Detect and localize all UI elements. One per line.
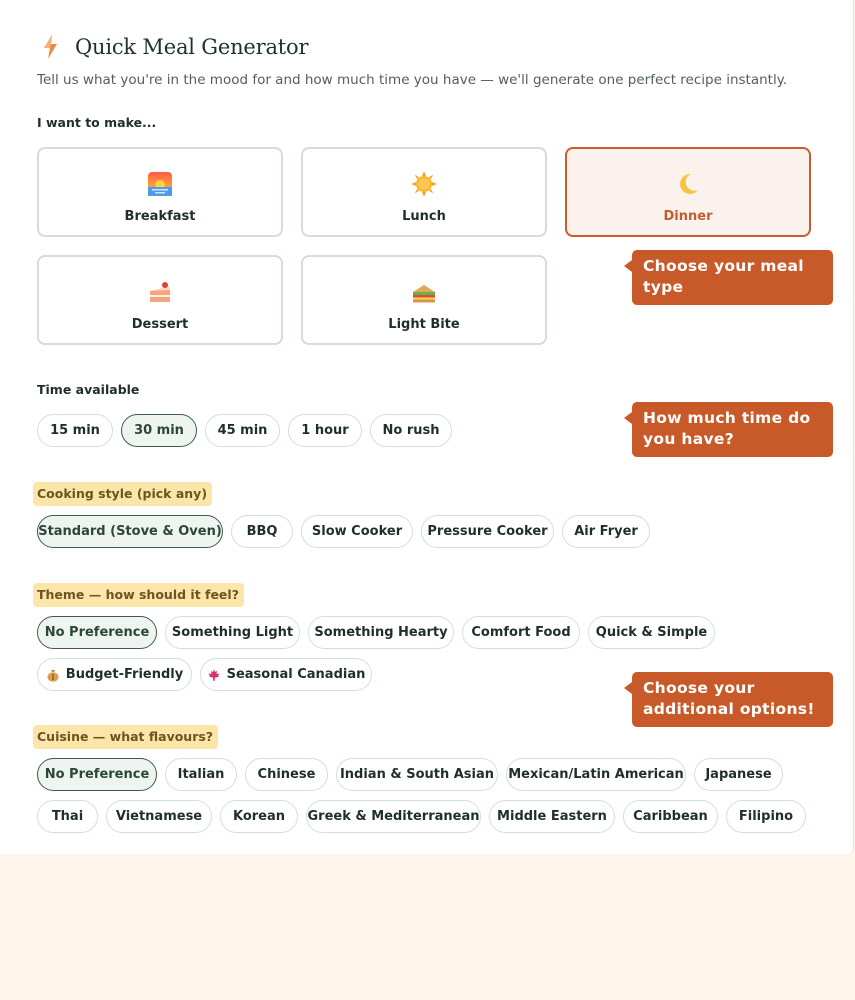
meal-option-label: Dessert bbox=[131, 317, 189, 332]
cuisine-option-chinese[interactable]: Chinese bbox=[245, 758, 328, 791]
style-section-label: Cooking style (pick any) bbox=[33, 482, 212, 506]
theme-option-quick-simple[interactable]: Quick & Simple bbox=[588, 616, 715, 649]
cuisine-option-japanese[interactable]: Japanese bbox=[694, 758, 783, 791]
style-option-pressure-cooker[interactable]: Pressure Cooker bbox=[421, 515, 554, 548]
meal-option-dessert[interactable] bbox=[37, 255, 283, 345]
sun-icon bbox=[411, 171, 437, 197]
style-option-air-fryer[interactable]: Air Fryer bbox=[562, 515, 650, 548]
meal-option-light-bite[interactable] bbox=[301, 255, 547, 345]
lightning-bolt-icon bbox=[40, 34, 62, 60]
crescent-moon-icon bbox=[675, 171, 701, 197]
page-subtitle: Tell us what you're in the mood for and how much time you have — we'll generate one perfect recipe instantly. bbox=[37, 72, 788, 88]
header bbox=[40, 34, 308, 60]
theme-option-something-hearty[interactable]: Something Hearty bbox=[308, 616, 454, 649]
time-option-45-min[interactable]: 45 min bbox=[205, 414, 280, 447]
cuisine-option-greek-mediterranean[interactable]: Greek & Mediterranean bbox=[306, 800, 481, 833]
meal-option-label: Dinner bbox=[663, 209, 713, 224]
meal-option-lunch[interactable] bbox=[301, 147, 547, 237]
time-option-30-min[interactable]: 30 min bbox=[121, 414, 197, 447]
tooltip-meal-type: Choose your meal type bbox=[632, 250, 833, 305]
cuisine-option-no-preference[interactable]: No Preference bbox=[37, 758, 157, 791]
style-option-bbq[interactable]: BBQ bbox=[231, 515, 293, 548]
cake-slice-icon bbox=[147, 279, 173, 305]
theme-option-comfort-food[interactable]: Comfort Food bbox=[462, 616, 580, 649]
cuisine-option-indian-south-asian[interactable]: Indian & South Asian bbox=[336, 758, 498, 791]
page-title: Quick Meal Generator bbox=[75, 35, 309, 59]
cuisine-option-caribbean[interactable]: Caribbean bbox=[623, 800, 718, 833]
theme-option-budget-friendly[interactable]: Budget-Friendly bbox=[37, 658, 192, 691]
cuisine-option-mexican-latin-american[interactable]: Mexican/Latin American bbox=[506, 758, 686, 791]
cuisine-option-filipino[interactable]: Filipino bbox=[726, 800, 806, 833]
meal-option-breakfast[interactable] bbox=[37, 147, 283, 237]
tooltip-additional-options: Choose your additional options! bbox=[632, 672, 833, 727]
style-option-standard[interactable]: Standard (Stove & Oven) bbox=[37, 515, 223, 548]
cuisine-option-thai[interactable]: Thai bbox=[37, 800, 98, 833]
meal-option-dinner[interactable] bbox=[565, 147, 811, 237]
meal-option-label: Breakfast bbox=[124, 209, 196, 224]
maple-leaf-icon bbox=[207, 668, 221, 682]
theme-option-something-light[interactable]: Something Light bbox=[165, 616, 300, 649]
time-option-1-hour[interactable]: 1 hour bbox=[288, 414, 362, 447]
cuisine-option-vietnamese[interactable]: Vietnamese bbox=[106, 800, 212, 833]
time-section-label: Time available bbox=[37, 382, 140, 397]
style-option-slow-cooker[interactable]: Slow Cooker bbox=[301, 515, 413, 548]
meal-option-label: Light Bite bbox=[388, 317, 460, 332]
cuisine-option-middle-eastern[interactable]: Middle Eastern bbox=[489, 800, 615, 833]
meal-section-label: I want to make... bbox=[37, 115, 157, 130]
cuisine-option-italian[interactable]: Italian bbox=[165, 758, 237, 791]
theme-option-no-preference[interactable]: No Preference bbox=[37, 616, 157, 649]
cuisine-option-korean[interactable]: Korean bbox=[220, 800, 298, 833]
sandwich-icon bbox=[411, 279, 437, 305]
meal-option-label: Lunch bbox=[402, 209, 446, 224]
theme-option-seasonal-canadian[interactable]: Seasonal Canadian bbox=[200, 658, 372, 691]
tooltip-time: How much time do you have? bbox=[632, 402, 833, 457]
money-bag-icon bbox=[46, 668, 60, 682]
time-option-15-min[interactable]: 15 min bbox=[37, 414, 113, 447]
time-option-no-rush[interactable]: No rush bbox=[370, 414, 452, 447]
cuisine-section-label: Cuisine — what flavours? bbox=[33, 725, 218, 749]
theme-section-label: Theme — how should it feel? bbox=[33, 583, 244, 607]
sunrise-icon bbox=[147, 171, 173, 197]
